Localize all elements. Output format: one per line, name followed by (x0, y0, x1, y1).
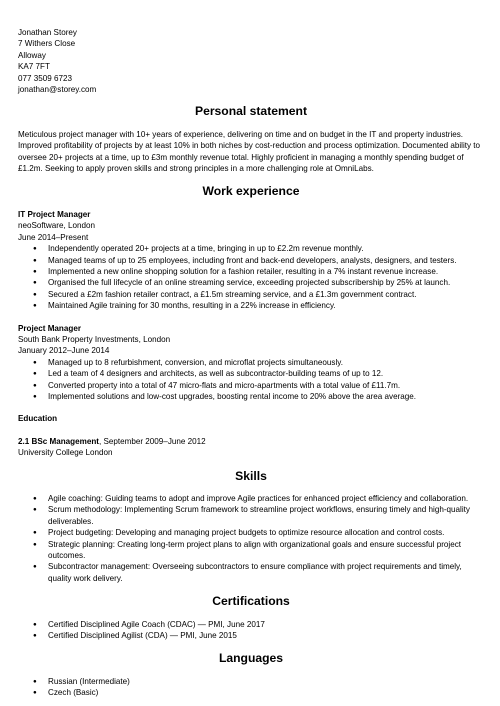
education-heading: Education (18, 414, 58, 424)
contact-block (18, 27, 484, 95)
job-dates: June 2014–Present (18, 232, 89, 242)
skill-item: ● Subcontractor management: Overseeing subcontractors to ensure compliance with project requirements and timely, quality work delivery. (18, 561, 484, 584)
job-entry (18, 209, 484, 312)
job-bullet: ● Organised the full lifecycle of an online streaming service, exceeding projected subscribership by 25% at launch. (18, 277, 484, 288)
job-bullet: ● Implemented solutions and low-cost upgrades, boosting rental income to 20% above the area average. (18, 391, 484, 402)
job-bullet: ● Converted property into a total of 47 micro-flats and micro-apartments with a total value of £11.7m. (18, 380, 484, 391)
education-school: University College London (18, 448, 113, 458)
job-bullets (18, 243, 484, 311)
job-bullet: ● Managed up to 8 refurbishment, conversion, and microflat projects simultaneously. (18, 357, 484, 368)
contact-name: Jonathan Storey (18, 28, 77, 37)
skill-item: ● Strategic planning: Creating long-term project plans to align with organizational goals and ensure successful project outcomes. (18, 539, 484, 562)
contact-postcode: KA7 7FT (18, 62, 50, 72)
education-dates: , September 2009–June 2012 (98, 436, 206, 446)
certification-item: ● Certified Disciplined Agilist (CDA) — PMI, June 2015 (18, 630, 484, 641)
job-entry (18, 323, 484, 403)
job-bullet: ● Maintained Agile training for 30 months, resulting in a 22% increase in efficiency. (18, 300, 484, 311)
languages-list (18, 676, 484, 699)
job-title: IT Project Manager (18, 209, 91, 219)
skills-list (18, 493, 484, 584)
language-item: ● Czech (Basic) (18, 687, 484, 698)
job-company: neoSoftware, London (18, 221, 95, 231)
education-degree-line (18, 436, 484, 447)
job-title: Project Manager (18, 323, 81, 333)
contact-phone: 077 3509 6723 (18, 73, 73, 83)
education-degree: 2.1 BSc Management (18, 436, 99, 446)
language-item: ● Russian (Intermediate) (18, 676, 484, 687)
job-company: South Bank Property Investments, London (18, 334, 171, 344)
certification-item: ● Certified Disciplined Agile Coach (CDAC) — PMI, June 2017 (18, 619, 484, 630)
job-bullet: ● Implemented a new online shopping solution for a fashion retailer, resulting in a 7% instant revenue increase. (18, 266, 484, 277)
certifications-heading: Certifications (212, 594, 290, 609)
job-dates: January 2012–June 2014 (18, 346, 110, 356)
certifications-list (18, 619, 484, 642)
languages-heading: Languages (218, 651, 284, 666)
resume-page (18, 27, 484, 699)
job-bullets (18, 357, 484, 403)
job-bullet: ● Secured a £2m fashion retailer contract, a £1.5m streaming service, and a £1.3m government contract. (18, 289, 484, 300)
personal-statement-heading: Personal statement (194, 104, 307, 119)
personal-statement-text: Meticulous project manager with 10+ years of experience, delivering on time and on budget in the IT and property industries. Improved profitability of projects by at least 10% in both niches by cost-reduction and process optimization. Documented ability to oversee 20+ projects at a time, up to £3m monthly revenue total. Highly proficient in managing a monthly spending budget of £1.2m. Seeking to apply proven skills and strong principles in a more challenging role at OmniLabs. (18, 129, 481, 174)
contact-address-line1: 7 Withers Close (18, 39, 76, 49)
contact-address-line2: Alloway (18, 50, 46, 60)
work-experience-heading: Work experience (202, 184, 300, 199)
skill-item: ● Project budgeting: Developing and managing project budgets to optimize resource allocation and control costs. (18, 527, 484, 538)
contact-email: jonathan@storey.com (18, 85, 97, 95)
job-bullet: ● Managed teams of up to 25 employees, including front and back-end developers, analysts, designers, and testers. (18, 255, 484, 266)
skill-item: ● Scrum methodology: Implementing Scrum framework to streamline project workflows, ensuring timely and high-quality deliverables. (18, 504, 484, 527)
job-bullet: ● Independently operated 20+ projects at a time, bringing in up to £2.2m revenue monthly. (18, 243, 484, 254)
job-bullet: ● Led a team of 4 designers and architects, as well as subcontractor-building teams of up to 12. (18, 368, 484, 379)
skill-item: ● Agile coaching: Guiding teams to adopt and improve Agile practices for enhanced project efficiency and collaboration. (18, 493, 484, 504)
skills-heading: Skills (235, 468, 267, 483)
